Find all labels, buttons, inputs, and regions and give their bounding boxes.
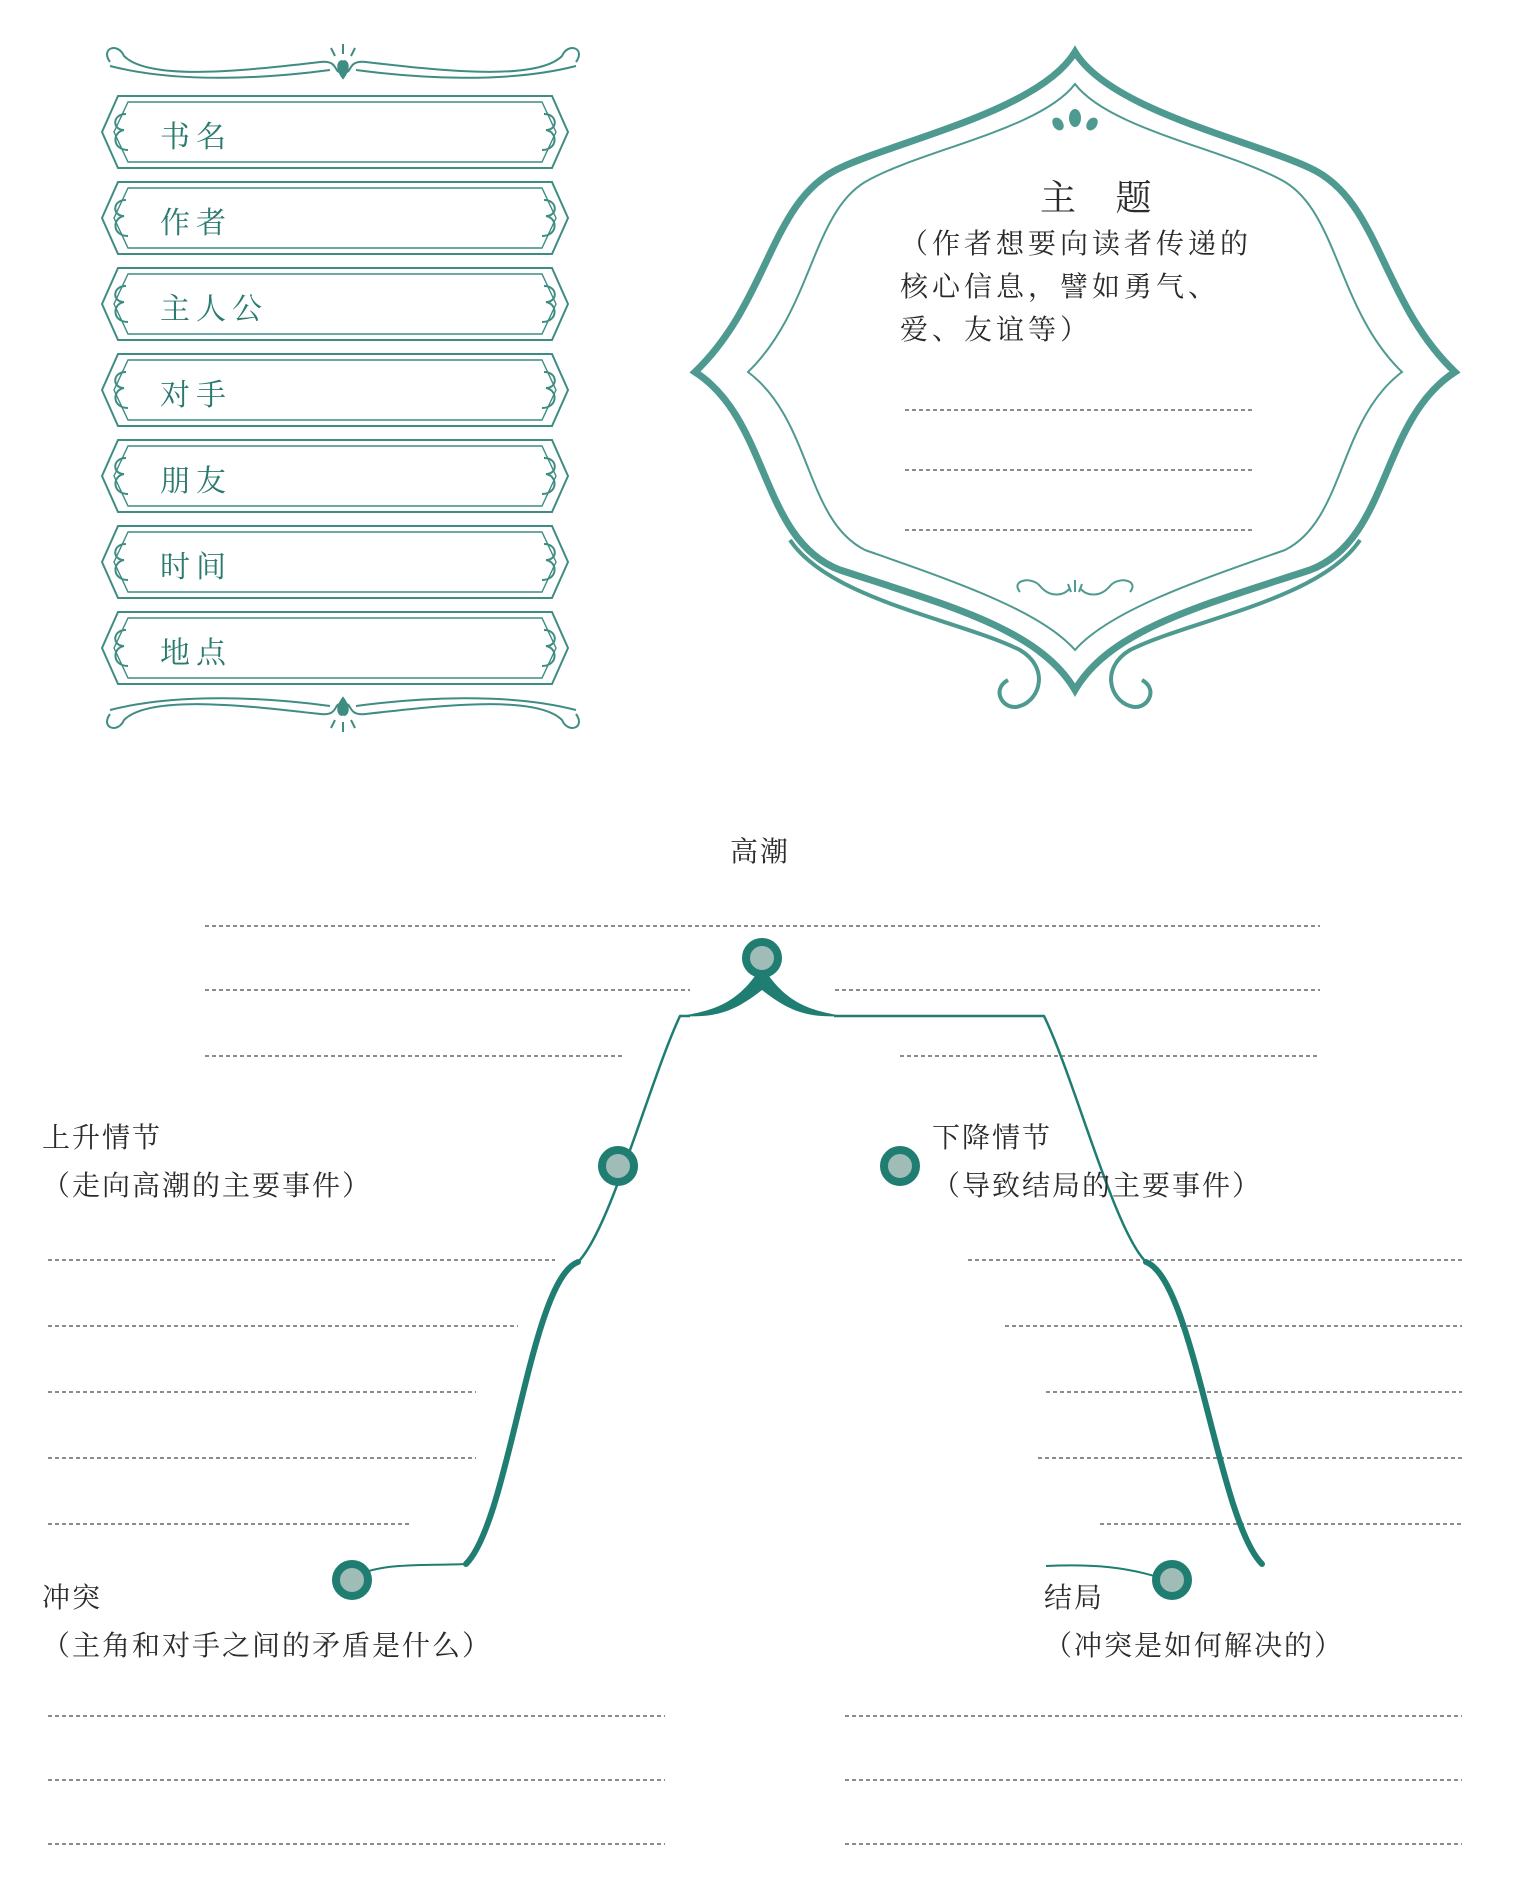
falling-action-hint: （导致结局的主要事件） [932, 1169, 1263, 1202]
conflict-hint: （主角和对手之间的矛盾是什么） [42, 1629, 493, 1662]
rising-action-answer-lines [48, 1260, 555, 1524]
field-label-antagonist: 对手 [160, 378, 232, 413]
drop-ornament-icon [1050, 109, 1100, 133]
climax-node [746, 942, 778, 974]
theme-description: （作者想要向读者传递的核心信息，譬如勇气、爱、友谊等） [900, 227, 1253, 346]
rising-action-title: 上升情节 [42, 1121, 163, 1154]
theme-answer-lines [905, 410, 1255, 530]
resolution-title: 结局 [1044, 1581, 1105, 1614]
resolution-node [1156, 1564, 1188, 1596]
field-label-title: 书名 [160, 120, 232, 155]
conflict-title: 冲突 [42, 1581, 103, 1614]
falling-action-node [884, 1150, 916, 1182]
field-label-friends: 朋友 [160, 464, 232, 499]
falling-action-title: 下降情节 [932, 1121, 1053, 1154]
conflict-node [336, 1564, 368, 1596]
resolution-hint: （冲突是如何解决的） [1044, 1629, 1345, 1662]
falling-action-answer-lines [968, 1260, 1462, 1524]
top-flourish-icon [107, 44, 579, 78]
climax-title: 高潮 [730, 835, 791, 868]
bottom-flourish-icon [107, 698, 579, 732]
theme-title: 主 题 [1040, 178, 1166, 219]
plot-arc [352, 1016, 1295, 1579]
resolution-answer-lines [845, 1716, 1462, 1844]
plot-nodes [336, 942, 1188, 1596]
conflict-answer-lines [48, 1716, 665, 1844]
rising-action-hint: （走向高潮的主要事件） [42, 1169, 373, 1202]
theme-frame [695, 52, 1455, 707]
field-label-protagonist: 主人公 [160, 292, 268, 327]
field-label-author: 作者 [160, 206, 232, 241]
rising-action-node [602, 1150, 634, 1182]
field-label-time: 时间 [160, 550, 232, 585]
field-label-place: 地点 [160, 636, 232, 671]
